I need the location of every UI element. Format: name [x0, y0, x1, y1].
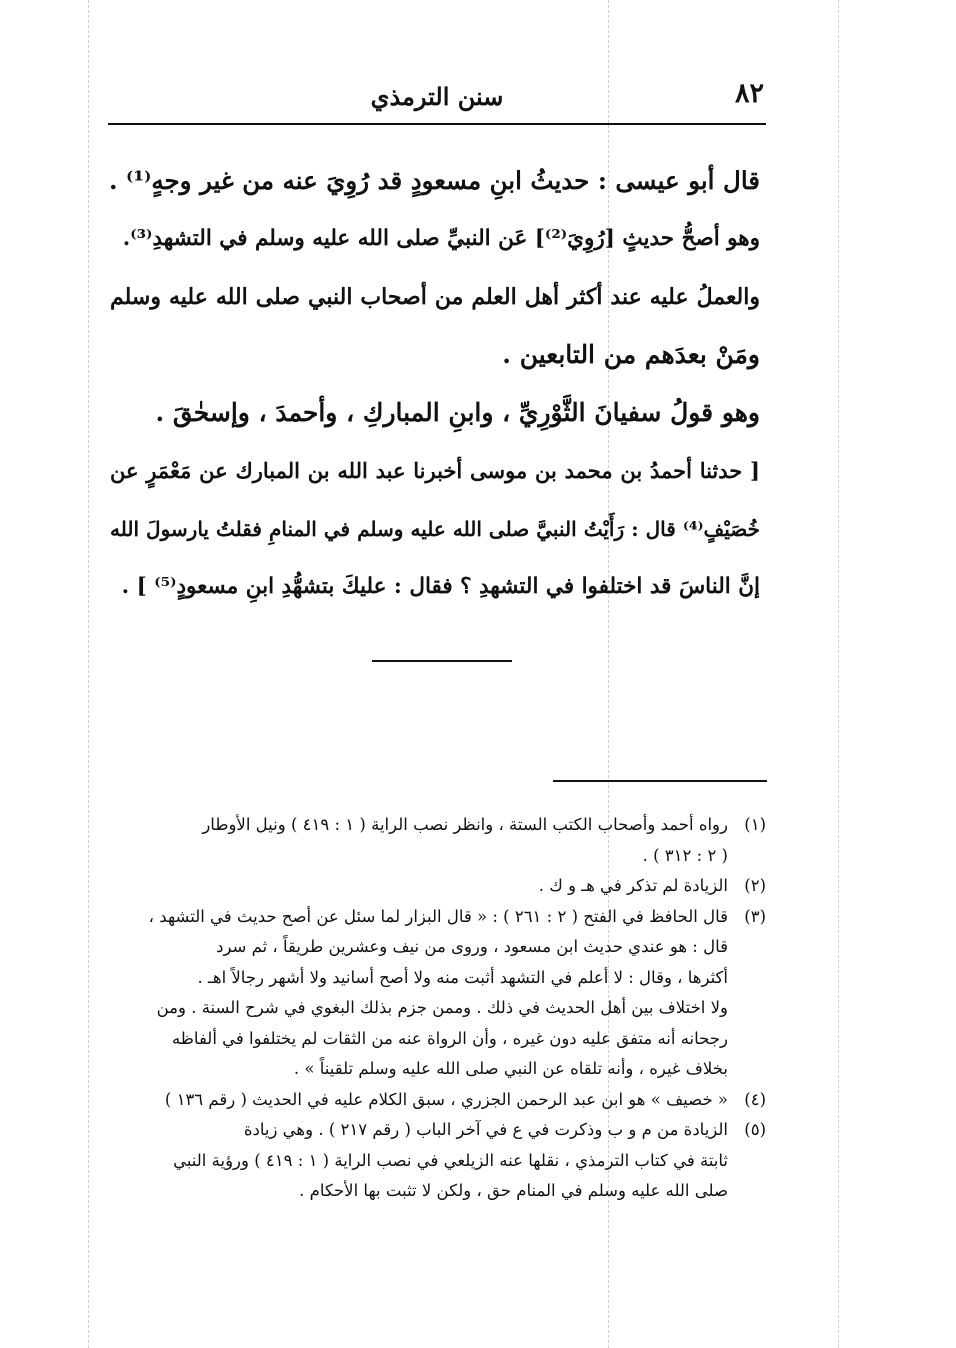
header-rule: [108, 123, 766, 125]
main-line: خُصَيْفٍ⁽⁴⁾ قال : رَأَيْتُ النبيَّ صلى الله عليه وسلم في المنامِ فقلتُ يارسولَ الله: [110, 517, 760, 541]
footnotes-block: [108, 810, 766, 1207]
footnote-number: (٢): [744, 876, 766, 895]
main-line: قال أبو عيسى : حديثُ ابنِ مسعودٍ قد رُوِيَ عنه من غير وجهٍ⁽¹⁾ .: [108, 166, 760, 195]
footnote-4: [108, 1085, 766, 1116]
footnote-text: قال الحافظ في الفتح ( ٢ : ٢٦١ ) : « قال البزار لما سئل عن أصح حديث في التشهد ،: [148, 906, 728, 926]
page-number: ٨٢: [734, 78, 764, 109]
section-separator: [372, 660, 512, 662]
main-line: وهو قولُ سفيانَ الثَّوْرِيِّ ، وابنِ المباركِ ، وأحمدَ ، وإسحٰقَ .: [155, 398, 760, 427]
scan-margin-line-left: [88, 0, 90, 1348]
scan-margin-line-right: [838, 0, 840, 1348]
footnote-rule: [553, 780, 767, 782]
main-line: ومَنْ بعدَهم من التابعين .: [502, 340, 760, 369]
main-line: [ حدثنا أحمدُ بن محمد بن موسى أخبرنا عبد الله بن المبارك عن مَعْمَرٍ عن: [110, 458, 760, 483]
page-header: [108, 78, 766, 118]
footnote-text: رواه أحمد وأصحاب الكتب الستة ، وانظر نصب الراية ( ١ : ٤١٩ ) ونيل الأوطار: [202, 815, 728, 834]
main-text-block: [110, 152, 760, 616]
footnote-1-cont: ( ٢ : ٣١٢ ) .: [642, 845, 728, 865]
footnote-3-cont: رجحانه أنه متفق عليه دون غيره ، وأن الرواة عنه من الثقات لم يختلفوا في ألفاظه: [171, 1028, 728, 1048]
footnote-3-cont: أكثرها ، وقال : لا أعلم في التشهد أثبت منه ولا أصح أسانيد ولا أشهر رجالاً اهـ .: [197, 967, 728, 987]
footnote-5-cont: صلى الله عليه وسلم في المنام حق ، ولكن لا تثبت بها الأحكام .: [299, 1181, 728, 1200]
footnote-3: [108, 902, 766, 933]
footnote-text: الزيادة لم تذكر في هـ و ك .: [538, 876, 728, 895]
footnote-text: « خصيف » هو ابن عبد الرحمن الجزري ، سبق الكلام عليه في الحديث ( رقم ١٣٦ ): [164, 1089, 728, 1109]
main-line: وهو أصحُّ حديثٍ [رُوِيَ⁽²⁾] عَن النبيِّ صلى الله عليه وسلم في التشهدِ⁽³⁾.: [122, 226, 760, 251]
footnote-3-cont: قال : هو عندي حديث ابن مسعود ، وروى من نيف وعشرين طريقاً ، ثم سرد: [216, 937, 728, 956]
footnote-3-cont: بخلاف غيره ، وأنه تلقاه عن النبي صلى الله عليه وسلم تلقيناً » .: [293, 1059, 728, 1078]
footnote-5: [108, 1115, 766, 1146]
footnote-number: (٥): [744, 1120, 766, 1139]
footnote-1: [108, 810, 766, 841]
main-line: إنَّ الناسَ قد اختلفوا في التشهدِ ؟ فقال : عليكَ بتشهُّدِ ابنِ مسعودٍ⁽⁵⁾ ] .: [121, 574, 760, 599]
footnote-number: (١): [744, 815, 766, 834]
footnote-5-cont: ثابتة في كتاب الترمذي ، نقلها عنه الزيلعي في نصب الراية ( ١ : ٤١٩ ) ورؤية النبي: [173, 1150, 728, 1170]
main-line: والعملُ عليه عند أكثر أهل العلم من أصحاب النبي صلى الله عليه وسلم: [110, 284, 760, 310]
footnote-2: [108, 871, 766, 902]
footnote-number: (٣): [744, 906, 766, 926]
footnote-3-cont: ولا اختلاف بين أهل الحديث في ذلك . وممن جزم بذلك البغوي في شرح السنة . ومن: [156, 998, 728, 1017]
running-title: سنن الترمذي: [370, 82, 504, 111]
footnote-number: (٤): [744, 1089, 766, 1109]
footnote-text: الزيادة من م و ب وذكرت في ع في آخر الباب ( رقم ٢١٧ ) . وهي زيادة: [243, 1120, 728, 1139]
